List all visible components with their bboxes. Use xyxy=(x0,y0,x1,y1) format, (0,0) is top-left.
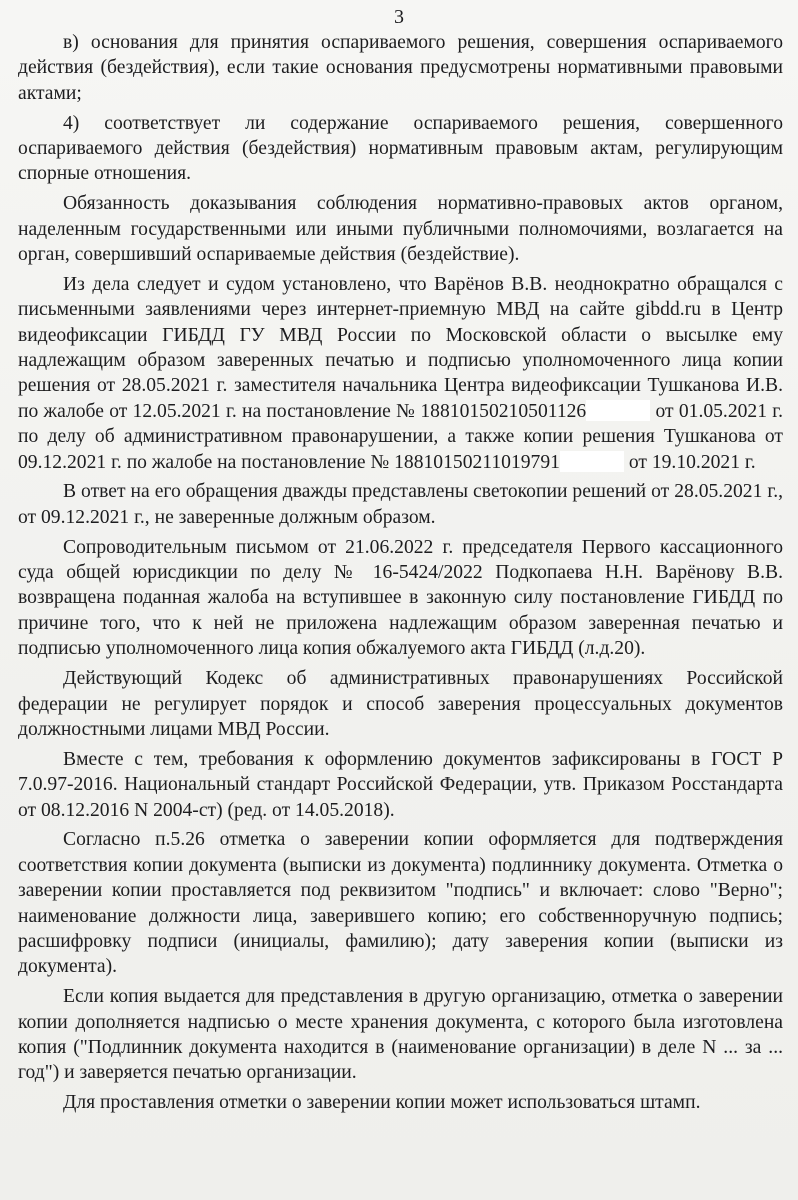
paragraph xyxy=(18,272,783,475)
paragraph: 4) соответствует ли содержание оспариваемого решения, совершенного оспариваемого действия (бездействия) нормативным правовым актам, регулирующим спорные отношения. xyxy=(18,112,783,185)
paragraph-text: Из дела следует и судом установлено, что Варёнов В.В. неоднократно обращался с письменными заявлениями через интернет-приемную МВД на сайте gibdd.ru в Центр видеофиксации ГИБДД ГУ МВД России по Московской области о высылке ему надлежащим образом заверенных печатью и подписью уполномоченного лица копии решения от 28.05.2021 г. заместителя начальника Центра видеофиксации Тушканова И.В. по жалобе от 12.05.2021 г. на постановление № 18810150210501126 xyxy=(18,273,783,422)
paragraph: Сопроводительным письмом от 21.06.2022 г. председателя Первого кассационного суда общей юрисдикции по делу № 16-5424/2022 Подкопаева Н.Н. Варёнову В.В. возвращена поданная жалоба на вступившее в законную силу постановление ГИБДД по причине того, что к ней не приложена надлежащим образом заверенная печатью и подписью уполномоченного лица копия обжалуемого акта ГИБДД (л.д.20). xyxy=(18,536,783,660)
paragraph-text: от 01.05.2021 г. по делу об административном правонарушении, а также копии решения Тушканова от 09.12.2021 г. по жалобе на постановление № 18810150211019791 xyxy=(18,400,784,473)
redaction-box xyxy=(560,451,624,472)
paragraph: Вместе с тем, требования к оформлению документов зафиксированы в ГОСТ Р 7.0.97-2016. Национальный стандарт Российской Федерации, утв. Приказом Росстандарта от 08.12.2016 N 2004-ст) (ред. от 14.05.2018). xyxy=(18,748,783,821)
paragraph: Если копия выдается для представления в другую организацию, отметка о заверении копии дополняется надписью о месте хранения документа, с которого была изготовлена копия ("Подлинник документа находится в (наименование организации) в деле N ... за ... год") и заверяется печатью организации. xyxy=(18,986,783,1084)
paragraph: Для проставления отметки о заверении копии может использоваться штамп. xyxy=(63,1092,701,1114)
document-body xyxy=(18,30,783,1120)
redaction-box xyxy=(586,400,650,421)
paragraph: Действующий Кодекс об административных правонарушениях Российской федерации не регулирует порядок и способ заверения процессуальных документов должностными лицами МВД России. xyxy=(18,668,783,740)
paragraph: Согласно п.5.26 отметка о заверении копии оформляется для подтверждения соответствия копии документа (выписки из документа) подлиннику документа. Отметка о заверении копии проставляется под реквизитом "подпись" и включает: слово "Верно"; наименование должности лица, заверившего копию; его собственноручную подпись; расшифровку подписи (инициалы, фамилию); дату заверения копии (выписки из документа). xyxy=(18,829,783,978)
paragraph: В ответ на его обращения дважды представлены светокопии решений от 28.05.2021 г., от 09.12.2021 г., не заверенные должным образом. xyxy=(18,481,783,528)
paragraph: Обязанность доказывания соблюдения нормативно-правовых актов органом, наделенным государственными или иными публичными полномочиями, возлагается на орган, совершивший оспариваемые действия (бездействие). xyxy=(18,193,783,266)
paragraph: в) основания для принятия оспариваемого решения, совершения оспариваемого действия (бездействия), если такие основания предусмотрены нормативными правовыми актами; xyxy=(18,32,783,104)
paragraph-text: от 19.10.2021 г. xyxy=(628,451,756,473)
page-number: 3 xyxy=(394,6,404,28)
